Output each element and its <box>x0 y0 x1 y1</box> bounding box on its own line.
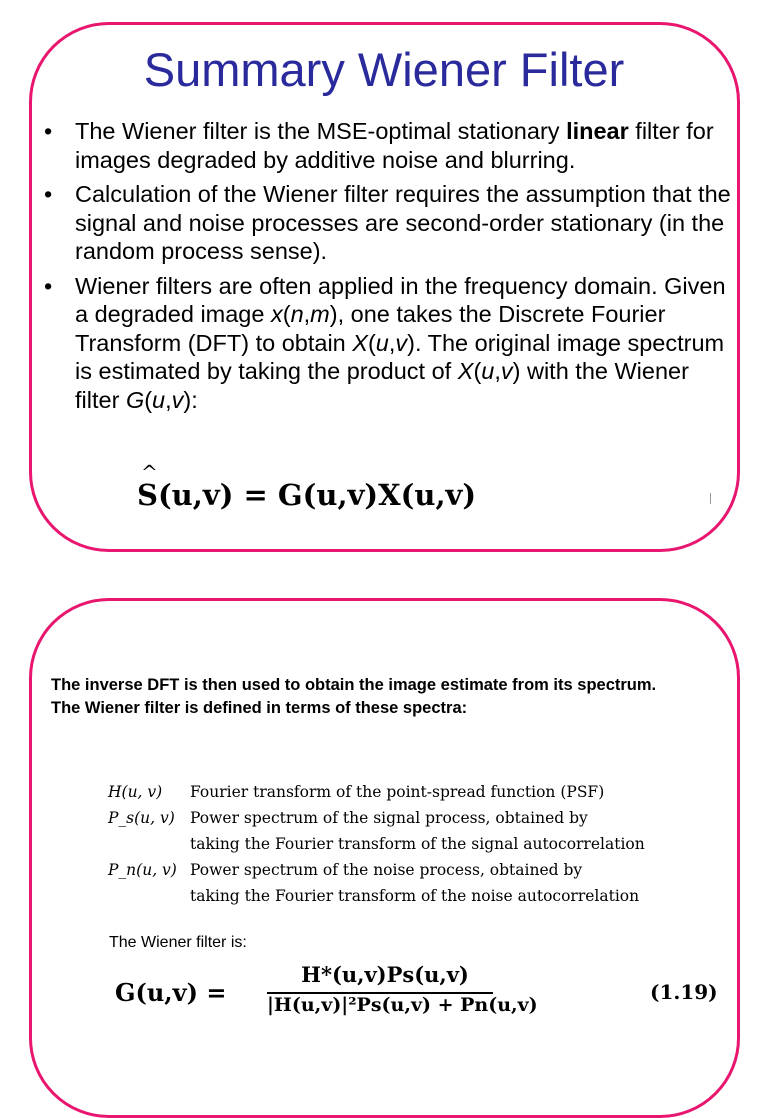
estimate-equation: ^ S(u,v) = G(u,v)X(u,v) <box>137 478 476 512</box>
bullet-item-mse-optimal: • The Wiener filter is the MSE-optimal stationary linear filter for images degraded by additive noise and blurring. <box>44 118 714 173</box>
decorative-tick <box>710 493 711 504</box>
equation-number: (1.19) <box>650 980 718 1004</box>
slide-title: Summary Wiener Filter <box>143 43 625 96</box>
definition-row: P_n(u, v) Power spectrum of the noise process, obtained by <box>108 861 583 879</box>
definitions-list <box>108 779 668 909</box>
bullet-dot-icon: • <box>44 181 53 207</box>
equation-lhs: G(u,v) = <box>115 978 227 1007</box>
bullet-item-stationary: • Calculation of the Wiener filter requires the assumption that the signal and noise processes are second-order stationary (in the random process sense). <box>44 181 731 264</box>
definition-row: H(u, v) Fourier transform of the point-spread function (PSF) <box>108 783 605 801</box>
bold-linear: linear <box>566 118 629 144</box>
definition-row: P_s(u, v) Power spectrum of the signal process, obtained by <box>108 809 588 827</box>
bullet-list <box>44 117 734 420</box>
equation-numerator: H*(u,v)Ps(u,v) <box>301 962 469 987</box>
inverse-dft-intro: The inverse DFT is then used to obtain the image estimate from its spectrum. The Wiener filter is defined in terms of these spectra: <box>51 676 657 717</box>
definition-row: taking the Fourier transform of the signal autocorrelation <box>190 835 645 853</box>
definition-row: taking the Fourier transform of the noise autocorrelation <box>190 887 640 905</box>
bullet-dot-icon: • <box>44 118 53 144</box>
equation-denominator: |H(u,v)|²Ps(u,v) + Pn(u,v) <box>267 994 538 1016</box>
bullet-dot-icon: • <box>44 272 53 299</box>
wiener-filter-label: The Wiener filter is: <box>109 934 247 951</box>
wiener-filter-equation <box>115 962 718 1024</box>
bullet-item-frequency-domain: • Wiener filters are often applied in the frequency domain. Given a degraded image x(n,m), one takes the Discrete Fourier Transform (DFT) to obtain X(u,v). The original image spectrum is estimated by taking the product of X(u,v) with the Wiener filter G(u,v): <box>44 272 726 413</box>
